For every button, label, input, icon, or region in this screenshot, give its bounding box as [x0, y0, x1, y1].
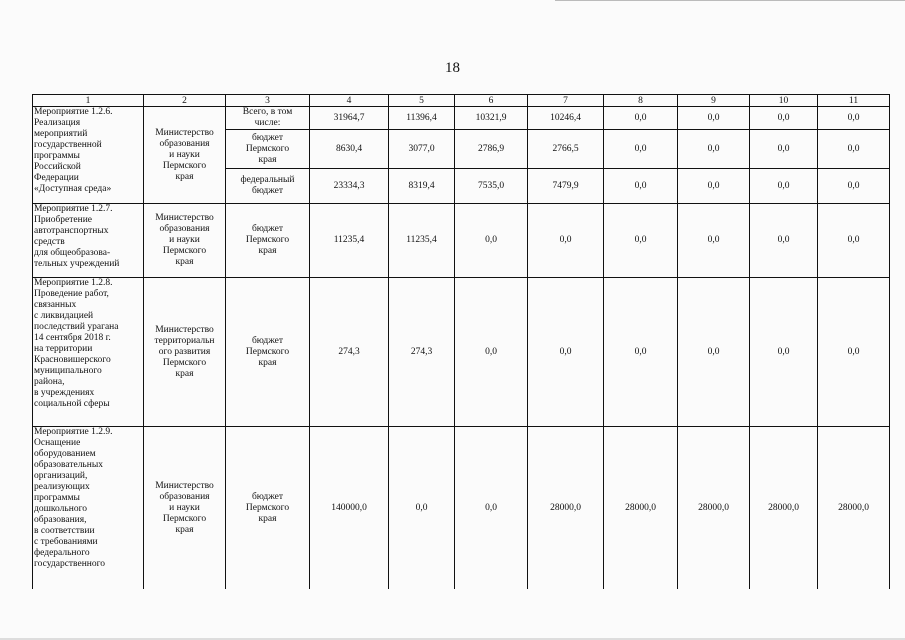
value-cell: 140000,0: [310, 427, 389, 590]
activity-text: федерального: [34, 548, 90, 558]
activity-text: государственного: [34, 559, 106, 569]
activity-text: «Доступная среда»: [34, 184, 112, 194]
source-cell: [226, 204, 310, 278]
activity-text: Мероприятие 1.2.6.: [34, 107, 113, 117]
table-row: [33, 107, 890, 130]
activity-text: связанных: [34, 300, 77, 310]
value-cell: 28000,0: [604, 427, 678, 590]
value-cell: 0,0: [818, 130, 890, 169]
value-cell: 0,0: [678, 169, 750, 204]
activity-text: образовательных: [34, 460, 103, 470]
executor-text: ого развития: [158, 346, 211, 357]
executor-text: и науки: [169, 502, 200, 513]
executor-text: Пермского: [162, 357, 207, 368]
header-cell: 5: [389, 95, 455, 107]
activity-text: района,: [34, 377, 65, 387]
value-cell: 3077,0: [389, 130, 455, 169]
executor-cell: [144, 107, 226, 204]
source-text: края: [258, 357, 277, 368]
executor-text: Министерство: [155, 127, 214, 138]
value-cell: 7479,9: [528, 169, 604, 204]
header-cell: 1: [33, 95, 144, 107]
executor-text: Пермского: [162, 513, 207, 524]
executor-text: края: [175, 368, 194, 379]
header-cell: 9: [678, 95, 750, 107]
header-row: [33, 95, 890, 107]
table-row: [33, 278, 890, 427]
activity-text: с ликвидацией: [34, 311, 94, 321]
value-cell: 8319,4: [389, 169, 455, 204]
header-cell: 3: [226, 95, 310, 107]
activity-text: образования,: [34, 515, 87, 525]
header-cell: 4: [310, 95, 389, 107]
activity-text: организаций,: [34, 471, 88, 481]
activity-cell: [33, 427, 144, 590]
value-cell: 8630,4: [310, 130, 389, 169]
value-cell: 28000,0: [678, 427, 750, 590]
executor-text: территориальн: [154, 335, 215, 346]
source-cell: [226, 427, 310, 590]
activity-text: средств: [34, 237, 65, 247]
activity-text: Мероприятие 1.2.7.: [34, 204, 113, 214]
value-cell: 0,0: [678, 107, 750, 130]
source-cell: [226, 169, 310, 204]
value-cell: 0,0: [604, 107, 678, 130]
activity-text: Мероприятие 1.2.8.: [34, 278, 113, 288]
activity-text: 14 сентября 2018 г.: [34, 333, 111, 343]
value-cell: 0,0: [818, 204, 890, 278]
executor-text: Пермского: [162, 160, 207, 171]
activity-cell: [33, 204, 144, 278]
header-cell: 2: [144, 95, 226, 107]
activity-text: Проведение работ,: [34, 289, 109, 299]
header-cell: 10: [750, 95, 818, 107]
activity-text: программы: [34, 493, 80, 503]
value-cell: 2766,5: [528, 130, 604, 169]
source-text: бюджет: [251, 224, 284, 234]
activity-text: социальной сферы: [34, 399, 110, 409]
value-cell: 0,0: [750, 204, 818, 278]
value-cell: 0,0: [455, 427, 528, 590]
source-cell: [226, 107, 310, 130]
value-cell: 0,0: [528, 204, 604, 278]
value-cell: 0,0: [750, 278, 818, 427]
executor-text: края: [175, 524, 194, 535]
activity-text: муниципального: [34, 366, 102, 376]
source-text: края: [258, 154, 277, 165]
activity-text: автотранспортных: [34, 226, 109, 236]
source-text: бюджет: [251, 132, 284, 143]
executor-text: Министерство: [155, 324, 214, 335]
table-row: [33, 427, 890, 590]
activity-text: последствий урагана: [34, 322, 119, 332]
source-text: края: [258, 246, 277, 256]
activity-cell: [33, 107, 144, 204]
value-cell: 0,0: [818, 107, 890, 130]
activity-text: в соответствии: [34, 526, 95, 536]
value-cell: 274,3: [389, 278, 455, 427]
header-cell: 8: [604, 95, 678, 107]
table-row: [33, 204, 890, 278]
executor-text: образования: [159, 224, 210, 234]
executor-cell: [144, 204, 226, 278]
value-cell: 11396,4: [389, 107, 455, 130]
activity-text: программы: [34, 151, 80, 161]
header-cell: 11: [818, 95, 890, 107]
activity-text: Приобретение: [34, 215, 92, 225]
value-cell: 0,0: [455, 278, 528, 427]
activity-text: в учреждениях: [34, 388, 95, 398]
source-text: Пермского: [245, 235, 290, 245]
executor-text: края: [175, 171, 194, 182]
executor-text: Министерство: [155, 213, 214, 223]
value-cell: 0,0: [678, 278, 750, 427]
value-cell: 0,0: [750, 107, 818, 130]
source-text: Пермского: [245, 143, 290, 154]
executor-text: края: [175, 257, 194, 267]
value-cell: 0,0: [604, 204, 678, 278]
value-cell: 31964,7: [310, 107, 389, 130]
executor-text: и науки: [169, 149, 200, 160]
activity-text: Реализация: [34, 118, 81, 128]
value-cell: 0,0: [455, 204, 528, 278]
value-cell: 274,3: [310, 278, 389, 427]
value-cell: 10246,4: [528, 107, 604, 130]
activity-text: реализующих: [34, 482, 90, 492]
value-cell: 0,0: [604, 130, 678, 169]
source-text: числе:: [254, 118, 281, 128]
top-edge-line: [555, 0, 905, 1]
value-cell: 11235,4: [389, 204, 455, 278]
value-cell: 28000,0: [750, 427, 818, 590]
executor-cell: [144, 278, 226, 427]
activity-text: дошкольного: [34, 504, 87, 514]
header-cell: 7: [528, 95, 604, 107]
value-cell: 28000,0: [528, 427, 604, 590]
executor-text: и науки: [169, 235, 200, 245]
executor-text: Министерство: [155, 480, 214, 491]
value-cell: 0,0: [389, 427, 455, 590]
value-cell: 0,0: [604, 169, 678, 204]
value-cell: 0,0: [528, 278, 604, 427]
activity-text: на территории: [34, 344, 93, 354]
executor-text: Пермского: [162, 246, 207, 256]
executor-cell: [144, 427, 226, 590]
header-cell: 6: [455, 95, 528, 107]
value-cell: 11235,4: [310, 204, 389, 278]
executor-text: образования: [159, 491, 210, 502]
activity-text: Российской: [34, 162, 81, 172]
value-cell: 0,0: [818, 169, 890, 204]
source-cell: [226, 130, 310, 169]
activity-text: с требованиями: [34, 537, 98, 547]
activity-text: мероприятий: [34, 129, 88, 139]
source-text: Всего, в том: [242, 107, 293, 117]
value-cell: 2786,9: [455, 130, 528, 169]
activity-text: оборудованием: [34, 449, 96, 459]
source-text: бюджет: [251, 186, 284, 196]
page-number: 18: [445, 60, 460, 76]
source-text: бюджет: [251, 335, 284, 346]
activity-text: Мероприятие 1.2.9.: [34, 427, 113, 437]
activity-text: Федерации: [34, 173, 79, 183]
activity-text: тельных учреждений: [34, 259, 120, 269]
source-text: бюджет: [251, 491, 284, 502]
value-cell: 23334,3: [310, 169, 389, 204]
source-text: края: [258, 513, 277, 524]
source-text: федеральный: [240, 175, 295, 185]
activity-text: Красновишерского: [34, 355, 111, 365]
value-cell: 7535,0: [455, 169, 528, 204]
source-text: Пермского: [245, 346, 290, 357]
value-cell: 0,0: [604, 278, 678, 427]
activity-text: Оснащение: [34, 438, 81, 448]
value-cell: 0,0: [678, 130, 750, 169]
value-cell: 28000,0: [818, 427, 890, 590]
value-cell: 0,0: [750, 130, 818, 169]
value-cell: 0,0: [678, 204, 750, 278]
executor-text: образования: [159, 138, 210, 149]
value-cell: 0,0: [818, 278, 890, 427]
source-text: Пермского: [245, 502, 290, 513]
source-cell: [226, 278, 310, 427]
value-cell: 10321,9: [455, 107, 528, 130]
activity-text: государственной: [34, 140, 102, 150]
activity-text: для общеобразова-: [34, 248, 111, 258]
value-cell: 0,0: [750, 169, 818, 204]
activity-cell: [33, 278, 144, 427]
budget-table: [32, 94, 890, 589]
